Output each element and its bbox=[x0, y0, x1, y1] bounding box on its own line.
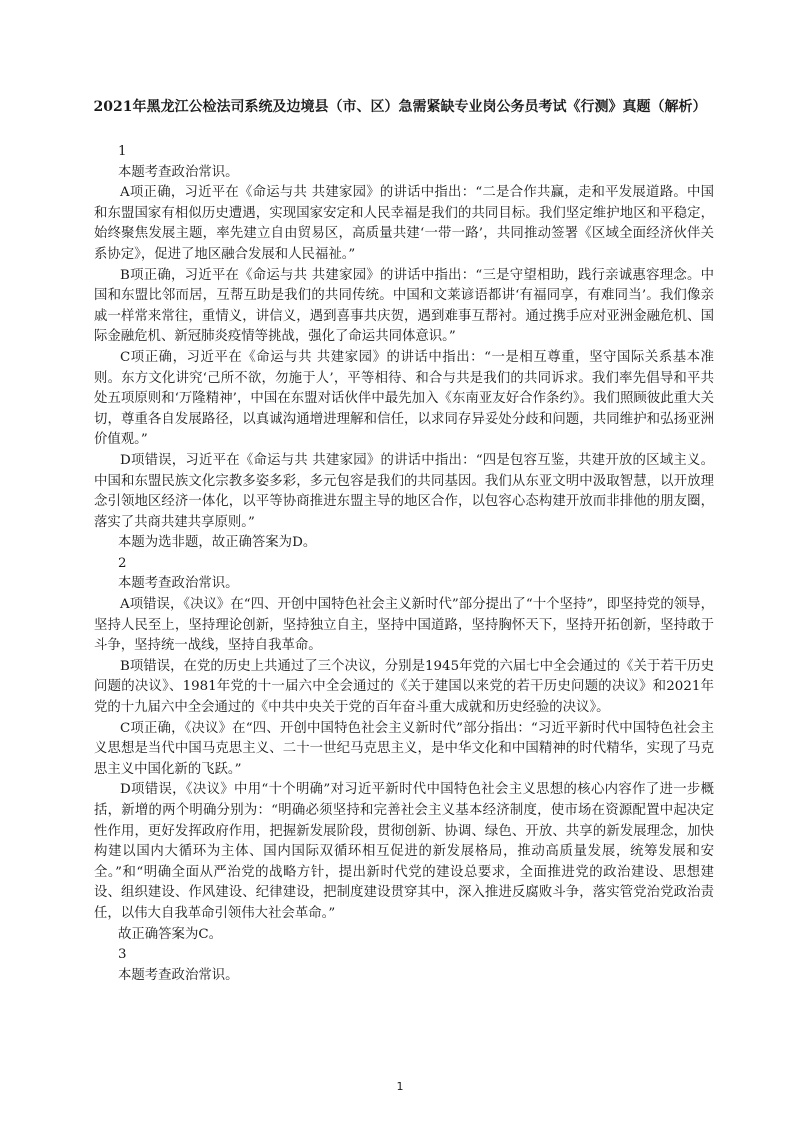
question-topic: 本题考查政治常识。 bbox=[118, 967, 239, 983]
option-d-explanation: D项错误，习近平在《命运与共 共建家园》的讲话中指出：“四是包容互鉴，共建开放的区域主义。中国和东盟民族文化宗教多姿多彩，多元包容是我们的共同基因。我们从东亚文明中汲取智慧，以开放理念引领地区经济一体化，以平等协商推进东盟主导的地区合作，以包容心态构建开放而非排他的朋友圈，落实了共商共建共享原则。” bbox=[94, 452, 714, 530]
option-b-explanation: B项正确，习近平在《命运与共 共建家园》的讲话中指出：“三是守望相助，践行亲诚惠容理念。中国和东盟比邻而居，互帮互助是我们的共同传统。中国和文莱谚语都讲‘有福同享，有难同当’。我们像亲戚一样常来常往，重情义，讲信义，遇到喜事共庆贺，遇到难事互帮衬。通过携手应对亚洲金融危机、国际金融危机、新冠肺炎疫情等挑战，强化了命运共同体意识。” bbox=[94, 267, 714, 345]
option-c-explanation: C项正确，习近平在《命运与共 共建家园》的讲话中指出：“一是相互尊重，坚守国际关系基本准则。东方文化讲究‘己所不欲，勿施于人’，平等相待、和合与共是我们的共同诉求。我们率先倡导和平共处五项原则和‘万隆精神’，中国在东盟对话伙伴中最先加入《东南亚友好合作条约》。我们照顾彼此重大关切，尊重各自发展路径，以真诚沟通增进理解和信任，以求同存异妥处分歧和问题，共同维护和弘扬亚洲价值观。” bbox=[94, 349, 714, 448]
question-1 bbox=[94, 142, 714, 554]
question-topic: 本题考查政治常识。 bbox=[118, 164, 239, 180]
question-number: 3 bbox=[118, 947, 127, 963]
option-a-explanation: A项错误，《决议》在“四、开创中国特色社会主义新时代”部分提出了“十个坚持”，即坚持党的领导，坚持人民至上，坚持理论创新，坚持独立自主，坚持中国道路，坚持胸怀天下，坚持开拓创新，坚持敢于斗争，坚持统一战线，坚持自我革命。 bbox=[94, 597, 714, 654]
question-number: 1 bbox=[118, 144, 127, 159]
question-topic: 本题考查政治常识。 bbox=[118, 576, 239, 592]
page-number: 1 bbox=[396, 1080, 404, 1093]
answer-statement: 故正确答案为C。 bbox=[118, 926, 222, 942]
option-c-explanation: C项正确，《决议》在“四、开创中国特色社会主义新时代”部分指出：“习近平新时代中国特色社会主义思想是当代中国马克思主义、二十一世纪马克思主义，是中华文化和中国精神的时代精华，实现了马克思主义中国化新的飞跃。” bbox=[94, 720, 714, 777]
document-title: 2021年黑龙江公检法司系统及边境县（市、区）急需紧缺专业岗公务员考试《行测》真题（解析） bbox=[93, 99, 707, 115]
option-a-explanation: A项正确，习近平在《命运与共 共建家园》的讲话中指出：“二是合作共赢，走和平发展道路。中国和东盟国家有相似历史遭遇，实现国家安定和人民幸福是我们的共同目标。我们坚定维护地区和平稳定，始终聚焦发展主题，率先建立自由贸易区，高质量共建‘一带一路’，共同推动签署《区域全面经济伙伴关系协定》，促进了地区融合发展和人民福祉。” bbox=[94, 185, 714, 262]
option-b-explanation: B项错误，在党的历史上共通过了三个决议，分别是1945年党的六届七中全会通过的《关于若干历史问题的决议》、1981年党的十一届六中全会通过的《关于建国以来党的若干历史问题的决议》和2021年党的十九届六中全会通过的《中共中央关于党的百年奋斗重大成就和历史经验的决议》。 bbox=[94, 658, 714, 716]
option-d-explanation: D项错误，《决议》中用“十个明确”对习近平新时代中国特色社会主义思想的核心内容作了进一步概括，新增的两个明确分别为：“明确必须坚持和完善社会主义基本经济制度，使市场在资源配置中起决定性作用，更好发挥政府作用，把握新发展阶段，贯彻创新、协调、绿色、开放、共享的新发展理念，加快构建以国内大循环为主体、国内国际双循环相互促进的新发展格局，推动高质量发展，统筹发展和安全。”和“明确全面从严治党的战略方针，提出新时代党的建设总要求，全面推进党的政治建设、思想建设、组织建设、作风建设、纪律建设，把制度建设贯穿其中，深入推进反腐败斗争，落实管党治党政治责任，以伟大自我革命引领伟大社会革命。” bbox=[94, 782, 714, 921]
answer-statement: 本题为选非题，故正确答案为D。 bbox=[118, 535, 317, 551]
question-number: 2 bbox=[118, 555, 127, 571]
question-2 bbox=[94, 554, 714, 945]
question-3 bbox=[94, 945, 714, 986]
document-body bbox=[94, 142, 714, 986]
